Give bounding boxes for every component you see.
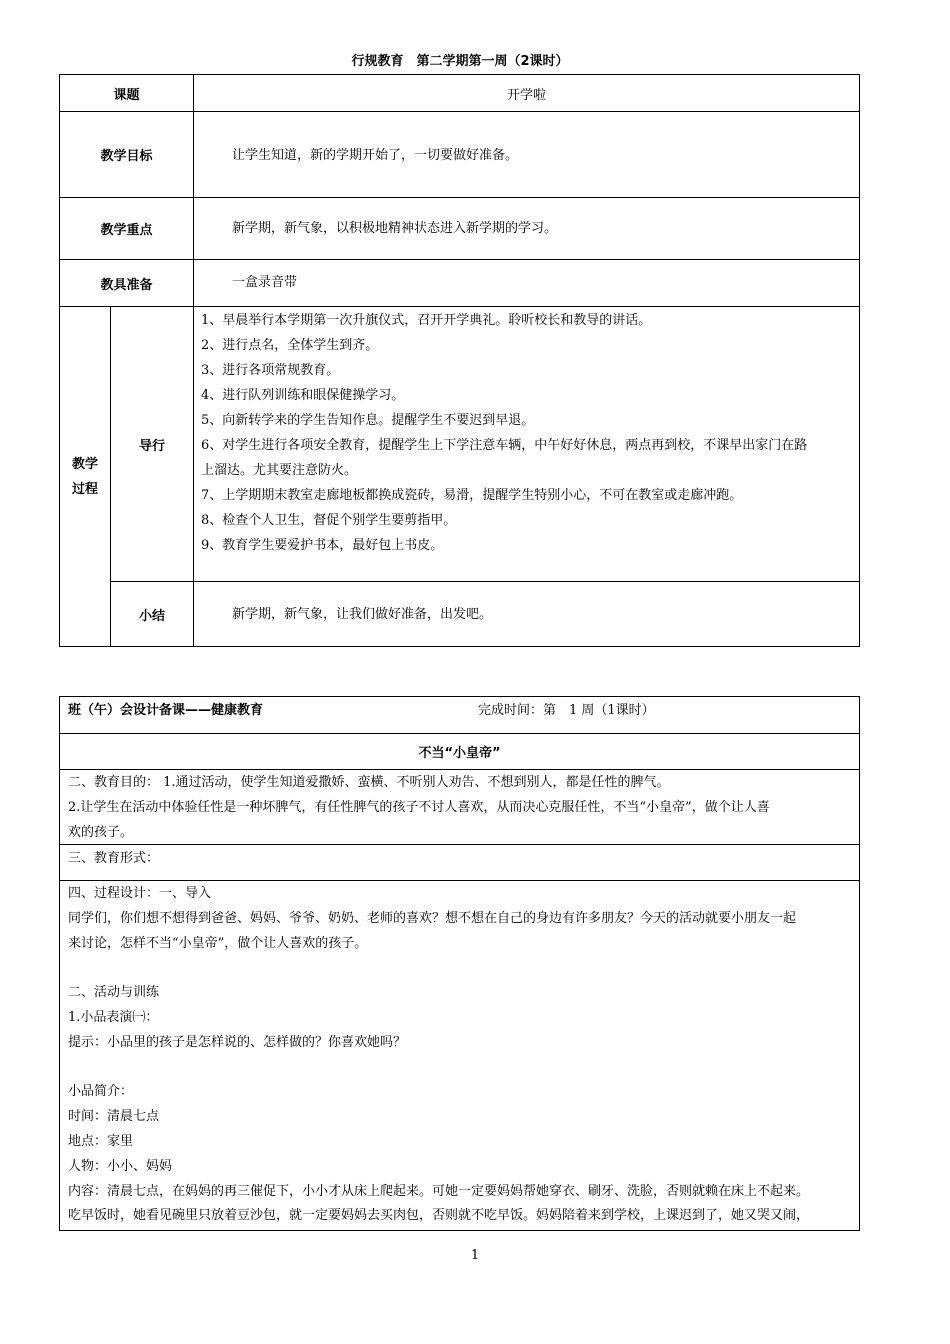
tools-text: 一盒录音带 <box>232 275 298 290</box>
form-text: 三、教育形式： <box>68 851 160 866</box>
process-line: 地点：家里 <box>68 1133 134 1149</box>
process-line: 小品简介： <box>68 1084 134 1100</box>
list-item: 7、上学期期末教室走廊地板都换成瓷砖，易滑，提醒学生特别小心，不可在教室或走廊冲跑。 <box>201 488 743 503</box>
list-item: 1、早晨举行本学期第一次升旗仪式，召开开学典礼。聆听校长和教导的讲话。 <box>201 313 652 328</box>
lesson2-title: 不当“小皇帝” <box>418 746 501 761</box>
process-line: 人物：小小、妈妈 <box>68 1158 173 1174</box>
focus-label: 教学重点 <box>100 223 153 238</box>
table-divider <box>59 880 860 881</box>
process-line: 内容：清晨七点，在妈妈的再三催促下，小小才从床上爬起来。可她一定要妈妈帮她穿衣、刷牙、洗脸，否则就赖在床上不起来。 <box>68 1183 810 1199</box>
process-label-line: 教学 <box>71 457 98 472</box>
objective-line: 欢的孩子。 <box>68 825 134 840</box>
process-line: 二、活动与训练 <box>68 985 160 1001</box>
process-label-line: 过程 <box>71 482 98 497</box>
focus-text: 新学期，新气象，以积极地精神状态进入新学期的学习。 <box>232 221 558 236</box>
process-line <box>68 956 809 981</box>
summary-text: 新学期，新气象，让我们做好准备，出发吧。 <box>232 607 493 622</box>
process-line <box>68 1056 809 1081</box>
lesson2-header-left: 班（午）会设计备课——健康教育 <box>68 703 264 718</box>
lesson2-header-right: 完成时间：第 1 周（1课时） <box>478 703 655 718</box>
list-item: 8、检查个人卫生，督促个别学生要剪指甲。 <box>201 513 457 528</box>
lesson1-title: 行规教育 第二学期第一周（2课时） <box>351 54 569 69</box>
objective-line: 二、教育目的： 1.通过活动，使学生知道爱撒娇、蛮横、不听别人劝告、不想到别人，都是任性的脾气。 <box>68 775 670 790</box>
list-item: 9、教育学生要爱护书本，最好包上书皮。 <box>201 538 444 553</box>
process-line: 来讨论，怎样不当“小皇帝”，做个让人喜欢的孩子。 <box>68 935 368 951</box>
objective-block <box>68 770 770 845</box>
guide-list <box>201 308 856 558</box>
list-item: 4、进行队列训练和眼保健操学习。 <box>201 388 405 403</box>
list-item: 2、进行点名，全体学生到齐。 <box>201 338 379 353</box>
topic-label: 课题 <box>113 87 140 103</box>
summary-label: 小结 <box>138 609 165 624</box>
objective-line: 2.让学生在活动中体验任性是一种坏脾气，有任性脾气的孩子不讨人喜欢，从而决心克服任性，不当“小皇帝”，做个让人喜 <box>68 800 770 815</box>
process-line: 提示：小品里的孩子是怎样说的、怎样做的？你喜欢她吗？ <box>68 1034 407 1050</box>
process-line: 时间：清晨七点 <box>68 1109 160 1125</box>
process-line: 四、过程设计：一、导入 <box>68 886 212 901</box>
process-line: 同学们，你们想不想得到爸爸、妈妈、爷爷、奶奶、老师的喜欢？想不想在自己的身边有许多朋友？今天的活动就要小朋友一起 <box>68 910 797 926</box>
goal-text: 让学生知道，新的学期开始了，一切要做好准备。 <box>232 148 519 163</box>
table-divider <box>110 581 860 582</box>
topic-value: 开学啦 <box>506 87 546 103</box>
list-item: 5、向新转学来的学生告知作息。提醒学生不要迟到早退。 <box>201 413 535 428</box>
page-number: 1 <box>470 1248 480 1263</box>
goal-label: 教学目标 <box>100 149 153 164</box>
list-item: 上溜达。尤其要注意防火。 <box>201 463 358 478</box>
process-line: 1.小品表演㈠： <box>68 1009 159 1025</box>
tools-label: 教具准备 <box>100 277 153 293</box>
list-item: 6、对学生进行各项安全教育，提醒学生上下学注意车辆，中午好好休息，两点再到校，不课早出家门在路 <box>201 438 808 453</box>
guide-label: 导行 <box>138 438 165 454</box>
process-line: 吃早饭时，她看见碗里只放着豆沙包，就一定要妈妈去买肉包，否则就不吃早饭。妈妈陪着来到学校，上课迟到了，她又哭又闹， <box>68 1208 810 1224</box>
table-divider <box>193 307 194 647</box>
process-block <box>68 882 809 1229</box>
list-item: 3、进行各项常规教育。 <box>201 363 340 378</box>
process-label <box>60 307 110 647</box>
